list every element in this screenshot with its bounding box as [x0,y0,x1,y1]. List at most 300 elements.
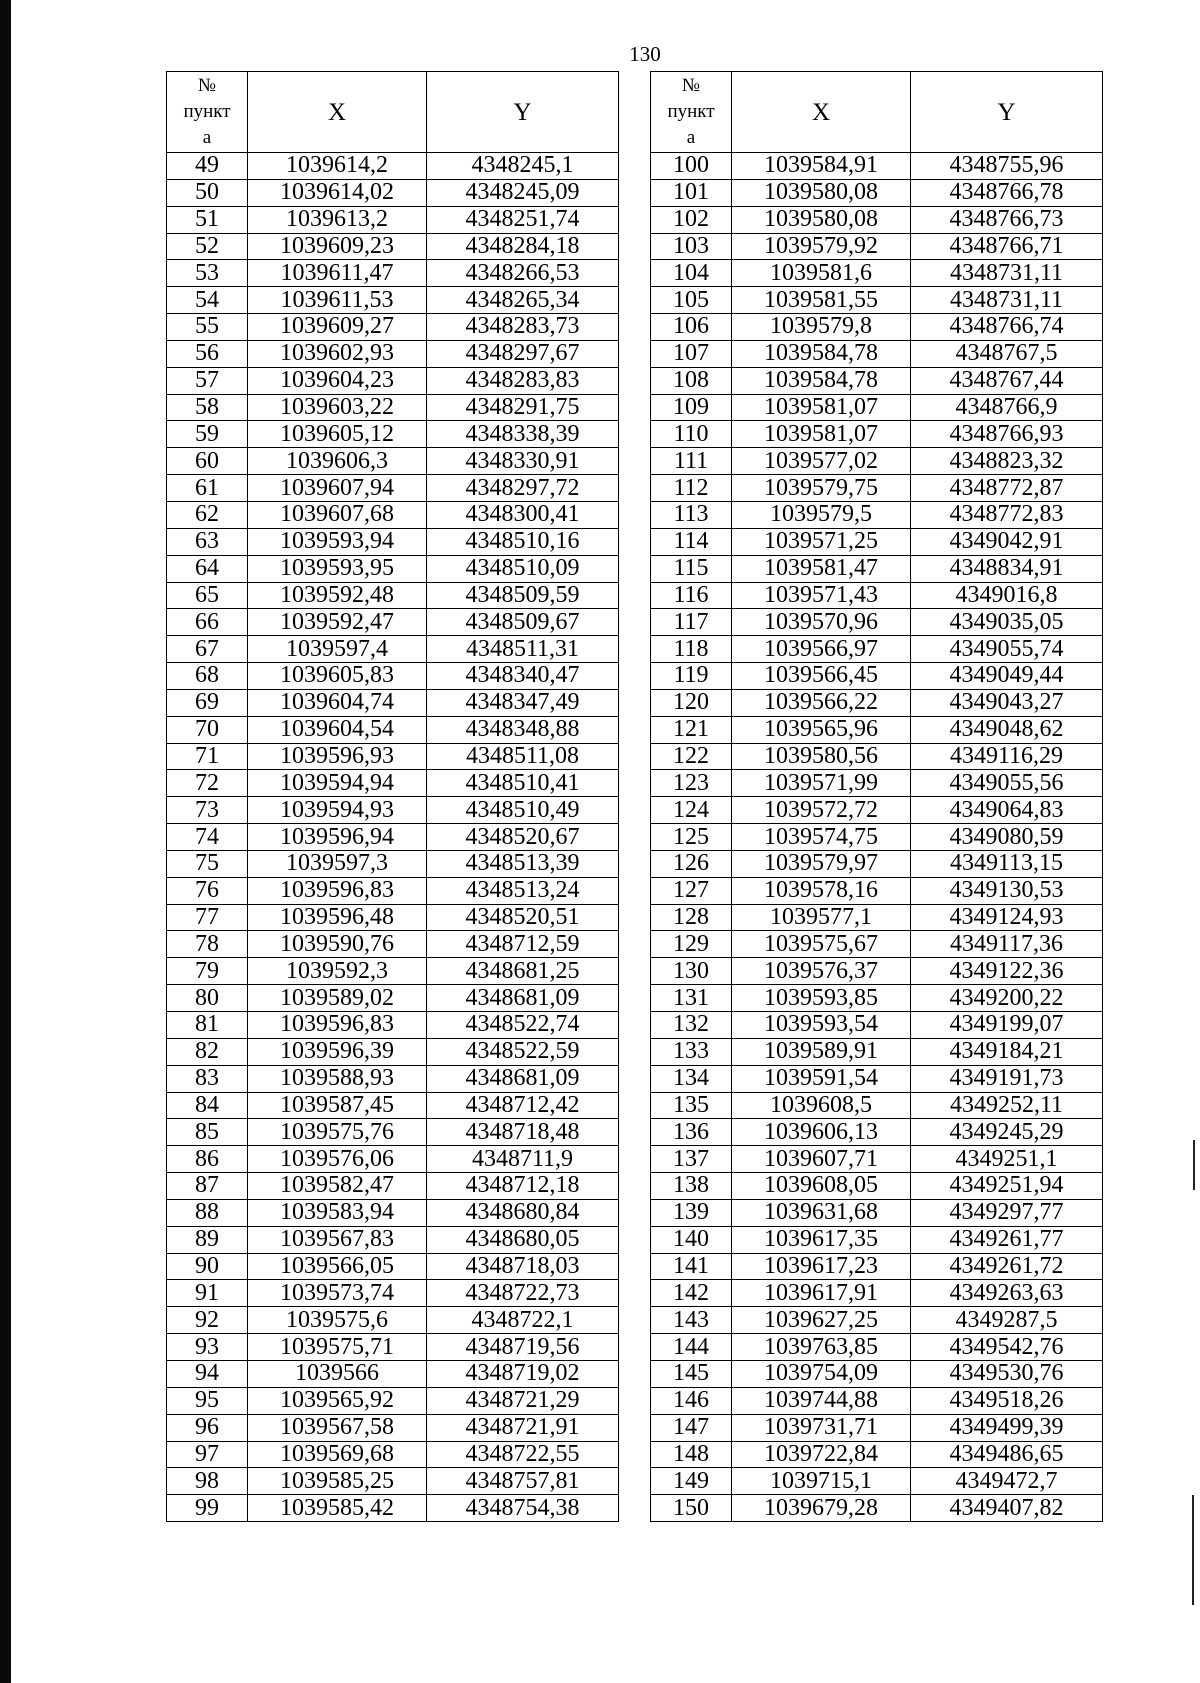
x-coordinate-cell: 1039575,6 [248,1307,427,1334]
y-coordinate-cell: 4348834,91 [911,555,1103,582]
table-row [167,1387,619,1414]
table-row [651,1307,1103,1334]
y-coordinate-cell: 4349048,62 [911,716,1103,743]
x-coordinate-cell: 1039573,74 [248,1280,427,1307]
point-number-cell: 129 [651,931,732,958]
y-coordinate-cell: 4349122,36 [911,958,1103,985]
x-coordinate-cell: 1039589,02 [248,985,427,1012]
x-coordinate-cell: 1039604,23 [248,367,427,394]
table-row [167,663,619,690]
x-coordinate-cell: 1039744,88 [732,1387,911,1414]
point-number-cell: 83 [167,1065,248,1092]
y-coordinate-cell: 4348511,08 [427,743,619,770]
point-number-cell: 121 [651,716,732,743]
y-coordinate-cell: 4349184,21 [911,1038,1103,1065]
y-coordinate-cell: 4348711,9 [427,1146,619,1173]
point-number-cell: 89 [167,1226,248,1253]
table-row [651,582,1103,609]
x-coordinate-cell: 1039575,71 [248,1334,427,1361]
x-coordinate-cell: 1039576,37 [732,958,911,985]
table-row [651,663,1103,690]
y-coordinate-cell: 4348520,67 [427,824,619,851]
point-number-cell: 94 [167,1360,248,1387]
x-coordinate-cell: 1039566,97 [732,636,911,663]
point-number-header [651,72,732,153]
point-number-cell: 147 [651,1414,732,1441]
point-number-cell: 87 [167,1173,248,1200]
y-coordinate-cell: 4348712,59 [427,931,619,958]
x-coordinate-cell: 1039613,2 [248,206,427,233]
table-row [167,877,619,904]
point-number-cell: 98 [167,1468,248,1495]
y-coordinate-cell: 4349486,65 [911,1441,1103,1468]
x-coordinate-cell: 1039596,83 [248,1012,427,1039]
x-coordinate-cell: 1039579,92 [732,233,911,260]
y-coordinate-cell: 4349080,59 [911,824,1103,851]
table-row [167,1307,619,1334]
y-coordinate-cell: 4348520,51 [427,904,619,931]
scan-mark [1193,1140,1195,1190]
y-coordinate-cell: 4348772,87 [911,475,1103,502]
table-row [651,904,1103,931]
table-row [651,475,1103,502]
point-number-cell: 58 [167,394,248,421]
x-coordinate-cell: 1039591,54 [732,1065,911,1092]
y-coordinate-cell: 4348297,72 [427,475,619,502]
table-row [651,609,1103,636]
table-row [167,716,619,743]
point-number-cell: 139 [651,1199,732,1226]
x-coordinate-cell: 1039566,05 [248,1253,427,1280]
coordinates-body-left [167,153,619,1522]
y-coordinate-cell: 4349261,77 [911,1226,1103,1253]
point-number-cell: 57 [167,367,248,394]
x-coordinate-cell: 1039607,71 [732,1146,911,1173]
y-coordinate-cell: 4349055,74 [911,636,1103,663]
y-coordinate-cell: 4348513,24 [427,877,619,904]
point-number-cell: 115 [651,555,732,582]
table-row [651,1065,1103,1092]
coordinates-table-right [650,71,1103,1522]
y-coordinate-cell: 4349245,29 [911,1119,1103,1146]
x-coordinate-cell: 1039606,13 [732,1119,911,1146]
y-coordinate-cell: 4348283,83 [427,367,619,394]
x-coordinate-cell: 1039580,56 [732,743,911,770]
x-coordinate-cell: 1039585,42 [248,1495,427,1522]
x-coordinate-cell: 1039593,85 [732,985,911,1012]
x-coordinate-cell: 1039614,2 [248,153,427,180]
y-coordinate-cell: 4348755,96 [911,153,1103,180]
x-coordinate-cell: 1039566,22 [732,689,911,716]
y-coordinate-cell: 4348265,34 [427,287,619,314]
x-coordinate-cell: 1039571,25 [732,528,911,555]
x-coordinate-cell: 1039581,07 [732,394,911,421]
y-coordinate-cell: 4348731,11 [911,260,1103,287]
table-row [651,743,1103,770]
x-coordinate-cell: 1039567,83 [248,1226,427,1253]
table-row [651,179,1103,206]
table-row [167,1280,619,1307]
point-number-cell: 141 [651,1253,732,1280]
y-coordinate-cell: 4348712,42 [427,1092,619,1119]
y-coordinate-cell: 4348766,78 [911,179,1103,206]
point-number-cell: 51 [167,206,248,233]
point-number-cell: 93 [167,1334,248,1361]
table-row [651,1253,1103,1280]
y-coordinate-cell: 4348266,53 [427,260,619,287]
point-number-cell: 99 [167,1495,248,1522]
table-row [167,233,619,260]
header-num-line: пункт [667,101,715,122]
x-header: X [732,72,911,153]
table-row [167,448,619,475]
point-number-cell: 52 [167,233,248,260]
point-number-cell: 105 [651,287,732,314]
x-coordinate-cell: 1039614,02 [248,179,427,206]
table-row [167,904,619,931]
table-row [167,314,619,341]
x-coordinate-cell: 1039576,06 [248,1146,427,1173]
y-coordinate-cell: 4349191,73 [911,1065,1103,1092]
y-header: Y [911,72,1103,153]
y-coordinate-cell: 4348509,59 [427,582,619,609]
x-coordinate-cell: 1039617,23 [732,1253,911,1280]
x-coordinate-cell: 1039593,94 [248,528,427,555]
y-coordinate-cell: 4348722,1 [427,1307,619,1334]
point-number-cell: 54 [167,287,248,314]
y-coordinate-cell: 4348823,32 [911,448,1103,475]
y-coordinate-cell: 4349407,82 [911,1495,1103,1522]
x-coordinate-cell: 1039763,85 [732,1334,911,1361]
x-coordinate-cell: 1039596,83 [248,877,427,904]
table-row [167,958,619,985]
y-coordinate-cell: 4349116,29 [911,743,1103,770]
point-number-cell: 107 [651,340,732,367]
point-number-cell: 126 [651,850,732,877]
table-row [167,1441,619,1468]
point-number-cell: 95 [167,1387,248,1414]
x-coordinate-cell: 1039589,91 [732,1038,911,1065]
y-coordinate-cell: 4349518,26 [911,1387,1103,1414]
y-coordinate-cell: 4348348,88 [427,716,619,743]
x-coordinate-cell: 1039606,3 [248,448,427,475]
y-coordinate-cell: 4349117,36 [911,931,1103,958]
y-coordinate-cell: 4349055,56 [911,770,1103,797]
table-row [651,1012,1103,1039]
y-coordinate-cell: 4348680,05 [427,1226,619,1253]
point-number-cell: 136 [651,1119,732,1146]
x-coordinate-cell: 1039581,55 [732,287,911,314]
table-row [167,1253,619,1280]
x-coordinate-cell: 1039607,94 [248,475,427,502]
point-number-cell: 110 [651,421,732,448]
y-coordinate-cell: 4348766,73 [911,206,1103,233]
point-number-cell: 79 [167,958,248,985]
point-number-header [167,72,248,153]
x-coordinate-cell: 1039617,35 [732,1226,911,1253]
y-coordinate-cell: 4348300,41 [427,501,619,528]
table-row [167,636,619,663]
x-coordinate-cell: 1039578,16 [732,877,911,904]
point-number-cell: 66 [167,609,248,636]
x-coordinate-cell: 1039631,68 [732,1199,911,1226]
table-row [167,528,619,555]
table-row [167,689,619,716]
point-number-cell: 137 [651,1146,732,1173]
y-coordinate-cell: 4348511,31 [427,636,619,663]
x-coordinate-cell: 1039607,68 [248,501,427,528]
table-row [167,475,619,502]
table-row [167,1226,619,1253]
y-coordinate-cell: 4348522,74 [427,1012,619,1039]
y-coordinate-cell: 4348284,18 [427,233,619,260]
x-coordinate-cell: 1039731,71 [732,1414,911,1441]
table-row [651,1468,1103,1495]
point-number-cell: 127 [651,877,732,904]
table-row [651,770,1103,797]
table-row [651,233,1103,260]
table-row [167,850,619,877]
x-coordinate-cell: 1039593,54 [732,1012,911,1039]
table-row [651,1038,1103,1065]
table-row [167,985,619,1012]
point-number-cell: 78 [167,931,248,958]
point-number-cell: 103 [651,233,732,260]
x-coordinate-cell: 1039579,75 [732,475,911,502]
y-coordinate-cell: 4348766,71 [911,233,1103,260]
x-coordinate-cell: 1039597,4 [248,636,427,663]
table-row [651,985,1103,1012]
table-row [651,260,1103,287]
table-row [167,1173,619,1200]
table-row [651,1173,1103,1200]
x-coordinate-cell: 1039596,93 [248,743,427,770]
y-coordinate-cell: 4348722,55 [427,1441,619,1468]
point-number-cell: 119 [651,663,732,690]
table-row [167,1360,619,1387]
point-number-cell: 122 [651,743,732,770]
x-coordinate-cell: 1039572,72 [732,797,911,824]
x-coordinate-cell: 1039580,08 [732,179,911,206]
x-coordinate-cell: 1039596,48 [248,904,427,931]
y-coordinate-cell: 4349297,77 [911,1199,1103,1226]
y-coordinate-cell: 4348509,67 [427,609,619,636]
point-number-cell: 149 [651,1468,732,1495]
x-coordinate-cell: 1039596,94 [248,824,427,851]
table-row [651,153,1103,180]
x-coordinate-cell: 1039611,47 [248,260,427,287]
point-number-cell: 102 [651,206,732,233]
point-number-cell: 74 [167,824,248,851]
table-row [167,260,619,287]
y-coordinate-cell: 4348719,02 [427,1360,619,1387]
x-coordinate-cell: 1039590,76 [248,931,427,958]
table-row [651,1414,1103,1441]
y-coordinate-cell: 4348767,5 [911,340,1103,367]
point-number-cell: 148 [651,1441,732,1468]
y-coordinate-cell: 4348721,29 [427,1387,619,1414]
table-row [651,1360,1103,1387]
y-coordinate-cell: 4349130,53 [911,877,1103,904]
point-number-cell: 50 [167,179,248,206]
coordinates-table-left [166,71,619,1522]
point-number-cell: 97 [167,1441,248,1468]
y-coordinate-cell: 4348767,44 [911,367,1103,394]
point-number-cell: 142 [651,1280,732,1307]
y-coordinate-cell: 4348522,59 [427,1038,619,1065]
x-coordinate-cell: 1039627,25 [732,1307,911,1334]
table-row [651,448,1103,475]
point-number-cell: 112 [651,475,732,502]
table-row [651,1199,1103,1226]
y-coordinate-cell: 4348510,16 [427,528,619,555]
x-coordinate-cell: 1039605,12 [248,421,427,448]
table-row [651,1280,1103,1307]
point-number-cell: 80 [167,985,248,1012]
x-coordinate-cell: 1039580,08 [732,206,911,233]
x-coordinate-cell: 1039581,47 [732,555,911,582]
point-number-cell: 49 [167,153,248,180]
x-coordinate-cell: 1039579,5 [732,501,911,528]
scan-mark [1192,1495,1194,1605]
point-number-cell: 104 [651,260,732,287]
x-coordinate-cell: 1039594,93 [248,797,427,824]
point-number-cell: 60 [167,448,248,475]
point-number-cell: 108 [651,367,732,394]
header-num-line: № [681,75,701,96]
x-coordinate-cell: 1039594,94 [248,770,427,797]
point-number-cell: 145 [651,1360,732,1387]
x-coordinate-cell: 1039605,83 [248,663,427,690]
table-row [167,394,619,421]
y-coordinate-cell: 4349043,27 [911,689,1103,716]
y-coordinate-cell: 4348510,09 [427,555,619,582]
point-number-cell: 59 [167,421,248,448]
header-num-line: а [202,127,212,148]
table-row [651,501,1103,528]
point-number-cell: 117 [651,609,732,636]
table-row [651,394,1103,421]
table-row [167,1065,619,1092]
coordinates-body-right [651,153,1103,1522]
point-number-cell: 55 [167,314,248,341]
point-number-cell: 91 [167,1280,248,1307]
y-coordinate-cell: 4349251,94 [911,1173,1103,1200]
point-number-cell: 62 [167,501,248,528]
point-number-cell: 140 [651,1226,732,1253]
point-number-cell: 61 [167,475,248,502]
x-header: X [248,72,427,153]
point-number-cell: 132 [651,1012,732,1039]
x-coordinate-cell: 1039574,75 [732,824,911,851]
point-number-cell: 100 [651,153,732,180]
point-number-cell: 125 [651,824,732,851]
x-coordinate-cell: 1039592,48 [248,582,427,609]
x-coordinate-cell: 1039597,3 [248,850,427,877]
y-coordinate-cell: 4348766,9 [911,394,1103,421]
table-row [651,850,1103,877]
y-coordinate-cell: 4349499,39 [911,1414,1103,1441]
point-number-cell: 53 [167,260,248,287]
y-coordinate-cell: 4348513,39 [427,850,619,877]
point-number-cell: 73 [167,797,248,824]
y-coordinate-cell: 4349261,72 [911,1253,1103,1280]
x-coordinate-cell: 1039566,45 [732,663,911,690]
point-number-cell: 128 [651,904,732,931]
x-coordinate-cell: 1039592,47 [248,609,427,636]
x-coordinate-cell: 1039604,74 [248,689,427,716]
header-num-line: пункт [183,101,231,122]
x-coordinate-cell: 1039566 [248,1360,427,1387]
point-number-cell: 113 [651,501,732,528]
table-row [167,1119,619,1146]
point-number-cell: 75 [167,850,248,877]
x-coordinate-cell: 1039569,68 [248,1441,427,1468]
table-row [167,1146,619,1173]
x-coordinate-cell: 1039577,1 [732,904,911,931]
point-number-cell: 81 [167,1012,248,1039]
x-coordinate-cell: 1039611,53 [248,287,427,314]
y-coordinate-cell: 4348340,47 [427,663,619,690]
table-row [167,797,619,824]
x-coordinate-cell: 1039575,76 [248,1119,427,1146]
point-number-cell: 90 [167,1253,248,1280]
y-coordinate-cell: 4348766,93 [911,421,1103,448]
x-coordinate-cell: 1039617,91 [732,1280,911,1307]
y-coordinate-cell: 4349530,76 [911,1360,1103,1387]
x-coordinate-cell: 1039608,5 [732,1092,911,1119]
y-coordinate-cell: 4348718,48 [427,1119,619,1146]
y-coordinate-cell: 4348680,84 [427,1199,619,1226]
header-num-line: № [197,75,217,96]
x-coordinate-cell: 1039722,84 [732,1441,911,1468]
table-row [167,287,619,314]
point-number-cell: 146 [651,1387,732,1414]
x-coordinate-cell: 1039571,99 [732,770,911,797]
x-coordinate-cell: 1039715,1 [732,1468,911,1495]
table-row [651,1119,1103,1146]
y-coordinate-cell: 4349035,05 [911,609,1103,636]
x-coordinate-cell: 1039577,02 [732,448,911,475]
point-number-cell: 85 [167,1119,248,1146]
point-number-cell: 69 [167,689,248,716]
x-coordinate-cell: 1039679,28 [732,1495,911,1522]
point-number-cell: 88 [167,1199,248,1226]
x-coordinate-cell: 1039593,95 [248,555,427,582]
y-coordinate-cell: 4349113,15 [911,850,1103,877]
point-number-cell: 92 [167,1307,248,1334]
point-number-cell: 67 [167,636,248,663]
point-number-cell: 76 [167,877,248,904]
table-row [167,931,619,958]
y-coordinate-cell: 4348347,49 [427,689,619,716]
table-row [167,179,619,206]
y-coordinate-cell: 4348291,75 [427,394,619,421]
point-number-cell: 109 [651,394,732,421]
y-coordinate-cell: 4348330,91 [427,448,619,475]
x-coordinate-cell: 1039754,09 [732,1360,911,1387]
x-coordinate-cell: 1039587,45 [248,1092,427,1119]
y-coordinate-cell: 4348766,74 [911,314,1103,341]
table-row [651,340,1103,367]
table-row [651,636,1103,663]
point-number-cell: 133 [651,1038,732,1065]
y-coordinate-cell: 4349064,83 [911,797,1103,824]
table-row [651,1334,1103,1361]
point-number-cell: 86 [167,1146,248,1173]
table-row [167,1038,619,1065]
y-coordinate-cell: 4348251,74 [427,206,619,233]
